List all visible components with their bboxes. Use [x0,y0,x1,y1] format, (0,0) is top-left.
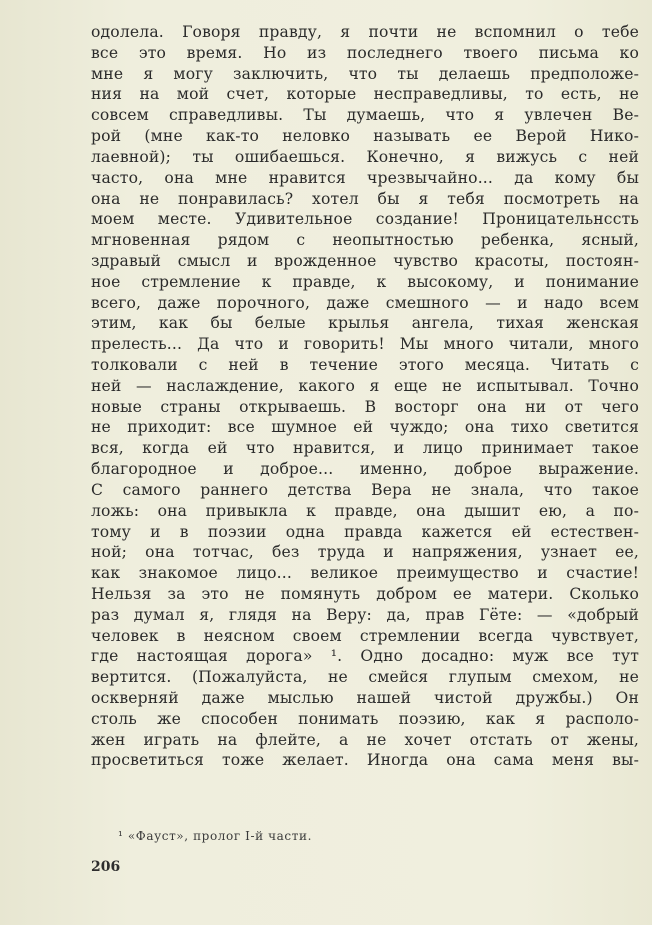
text-line: новые страны открываешь. В восторг она ни от чего [91,397,639,416]
text-line: она не понравилась? хотел бы я тебя посмотреть на [91,189,639,208]
text-line: вертится. (Пожалуйста, не смейся глупым смехом, не [91,668,639,687]
text-line: рой (мне как-то неловко называть ее Верой Нико- [91,127,639,146]
footnote: ¹ «Фауст», пролог I-й части. [118,829,312,843]
text-line: лаевной); ты ошибаешься. Конечно, я вижусь с ней [91,147,639,166]
text-line: оскверняй даже мыслью нашей чистой дружбы.) Он [91,689,639,707]
text-line: толковали с ней в течение этого месяца. Читать с [91,356,639,374]
text-line: одолела. Говоря правду, я почти не вспомнил о тебе [91,23,639,41]
text-line: тому и в поэзии одна правда кажется ей естествен- [91,522,639,541]
text-line: человек в неясном своем стремлении всегда чувствует, [91,626,639,645]
text-line: жен играть на флейте, а не хочет отстать от жены, [91,730,639,749]
text-line: мне я могу заключить, что ты делаешь предположе- [91,64,639,83]
text-line: ное стремление к правде, к высокому, и понимание [91,272,639,291]
text-line: ложь: она привыкла к правде, она дышит ею, а по- [91,501,639,520]
page-number: 206 [91,859,121,875]
text-line: часто, она мне нравится чрезвычайно... да кому бы [91,168,639,187]
text-line: где настоящая дорога» ¹. Одно досадно: муж все тут [91,647,639,666]
text-line: совсем справедливы. Ты думаешь, что я увлечен Ве- [91,106,639,125]
text-line: этим, как бы белые крылья ангела, тихая женская [91,314,639,333]
text-line: С самого раннего детства Вера не знала, что такое [91,480,639,499]
body-text [91,22,639,771]
text-line: ней — наслаждение, какого я еще не испытывал. Точно [91,376,639,395]
text-line: вся, когда ей что нравится, и лицо принимает такое [91,439,639,458]
text-line: благородное и доброе... именно, доброе выражение. [91,460,639,479]
text-line: не приходит: все шумное ей чуждо; она тихо светится [91,418,639,437]
text-line: мгновенная рядом с неопытностью ребенка, ясный, [91,231,639,250]
text-line: прелесть... Да что и говорить! Мы много читали, много [91,335,639,354]
text-line: раз думал я, глядя на Веру: да, прав Гёте: — «добрый [91,605,639,624]
text-line: как знакомое лицо... великое преимущество и счастие! [91,564,639,583]
text-line: ной; она тотчас, без труда и напряжения, узнает ее, [91,543,639,562]
text-line: ния на мой счет, которые несправедливы, то есть, не [91,85,639,104]
text-line: моем месте. Удивительное создание! Проницательнсcть [91,210,639,229]
text-line: все это время. Но из последнего твоего письма ко [91,43,639,62]
text-line: всего, даже порочного, даже смешного — и надо всем [91,293,639,312]
text-line: просветиться тоже желает. Иногда она сама меня вы- [91,751,639,770]
text-line: Нельзя за это не помянуть добром ее матери. Сколько [91,584,639,603]
text-line: здравый смысл и врожденное чувство красоты, постоян- [91,251,639,270]
text-line: столь же способен понимать поэзию, как я располо- [91,709,639,728]
